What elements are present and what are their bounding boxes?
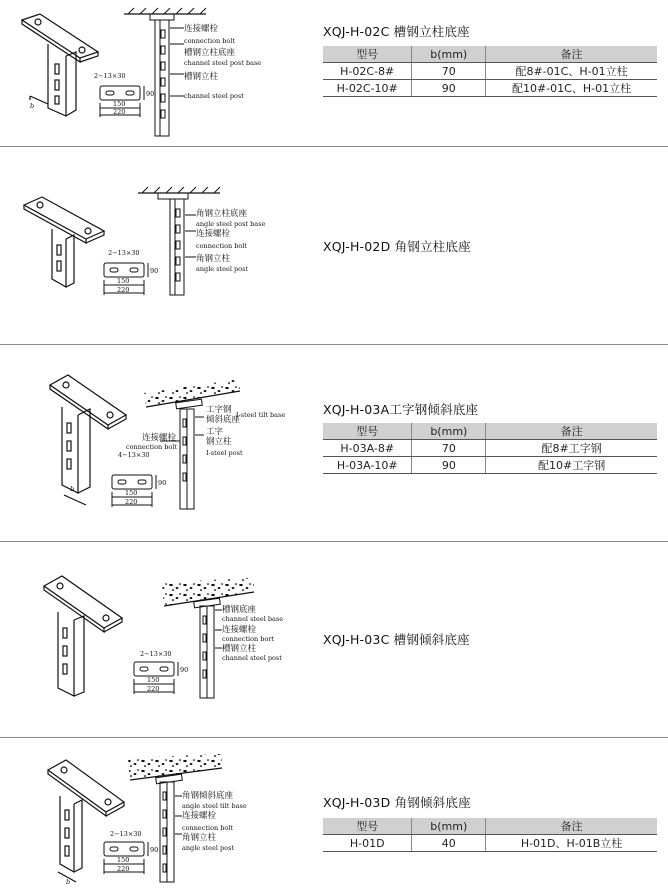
cell-b: 90 (412, 80, 486, 97)
dim-90: 90 (180, 666, 189, 674)
bolt-en: connection bolt (184, 37, 236, 45)
base-en: angle steel post base (196, 220, 266, 228)
dim-150: 150 (147, 676, 160, 684)
base-en: I-steel tilt base (236, 411, 286, 419)
dim-220: 220 (147, 685, 160, 693)
cell-b: 40 (412, 835, 486, 852)
base-en: channel steel post base (184, 59, 262, 67)
hole-spec: 2−13×30 (110, 830, 142, 838)
drawing-angle-post-base (0, 147, 310, 344)
base-en: angle steel tilt base (182, 802, 247, 810)
dim-90: 90 (150, 267, 159, 275)
col-b: b(mm) (412, 423, 486, 440)
post-en: angle steel post (196, 265, 249, 273)
cell-note: H-01D、H-01B立柱 (486, 835, 657, 852)
dim-150: 150 (117, 856, 130, 864)
cell-model: H-01D (323, 835, 412, 852)
dim-b-label: b (70, 485, 75, 493)
spec-table (323, 423, 657, 474)
bolt-cn: 连接螺栓 (184, 24, 219, 34)
dim-220: 220 (113, 108, 126, 116)
hole-spec: 2−13×30 (94, 72, 126, 80)
drawing-angle-tilt-base (0, 738, 310, 893)
product-title: XQJ-H-02C 槽钢立柱底座 (323, 24, 470, 39)
base-cn-1: 工字钢 (206, 405, 232, 415)
col-model: 型号 (323, 423, 412, 440)
post-cn: 角钢立柱 (196, 254, 231, 264)
bolt-en: connection bolt (126, 443, 178, 451)
cell-b: 70 (412, 440, 486, 457)
table-row (323, 835, 657, 852)
col-b: b(mm) (412, 818, 486, 835)
dim-b-label: b (30, 102, 35, 110)
dim-90: 90 (150, 846, 159, 854)
table-header-row (323, 423, 657, 440)
dim-150: 150 (125, 489, 138, 497)
base-cn: 角钢倾斜底座 (182, 791, 234, 801)
bolt-cn: 连接螺栓 (196, 229, 231, 239)
product-title: XQJ-H-03D 角钢倾斜底座 (323, 795, 471, 810)
dim-b-label: b (66, 878, 71, 886)
table-row (323, 440, 657, 457)
hole-spec: 2−13×30 (140, 650, 172, 658)
table-header-row (323, 818, 657, 835)
post-cn-2: 钢立柱 (206, 437, 232, 447)
product-title: XQJ-H-02D 角钢立柱底座 (323, 239, 471, 254)
section-xqj-h-02d (0, 147, 668, 344)
col-model: 型号 (323, 46, 412, 63)
cell-note: 配10#-01C、H-01立柱 (486, 80, 657, 97)
cell-model: H-02C-8# (323, 63, 412, 80)
hole-spec: 2−13×30 (108, 249, 140, 257)
post-cn: 槽钢立柱 (184, 72, 219, 82)
product-title: XQJ-H-03A工字钢倾斜底座 (323, 402, 479, 417)
bolt-en: connection bolt (196, 242, 248, 250)
table-header-row (323, 46, 657, 63)
col-note: 备注 (486, 46, 657, 63)
drawing-i-steel-tilt-base (0, 345, 310, 541)
dim-220: 220 (117, 286, 130, 294)
drawing-channel-post-base (0, 0, 310, 146)
table-row (323, 457, 657, 474)
col-note: 备注 (486, 818, 657, 835)
product-title: XQJ-H-03C 槽钢倾斜底座 (323, 632, 470, 647)
cell-b: 90 (412, 457, 486, 474)
table-row (323, 63, 657, 80)
cell-note: 配8#-01C、H-01立柱 (486, 63, 657, 80)
dim-220: 220 (125, 498, 138, 506)
dim-150: 150 (113, 100, 126, 108)
cell-b: 70 (412, 63, 486, 80)
spec-table (323, 818, 657, 852)
base-cn: 槽钢底座 (222, 605, 257, 615)
drawing-channel-tilt-base (0, 542, 310, 737)
post-en: angle steel post (182, 844, 235, 852)
table-row (323, 80, 657, 97)
post-cn: 槽钢立柱 (222, 644, 257, 654)
post-cn-1: 工字 (206, 427, 224, 437)
dim-150: 150 (117, 277, 130, 285)
section-xqj-h-03d (0, 738, 668, 893)
base-cn-2: 倾斜底座 (206, 415, 241, 425)
cell-note: 配10#工字钢 (486, 457, 657, 474)
base-en: channel steel base (222, 615, 284, 623)
bolt-cn: 连接螺栓 (222, 625, 257, 635)
section-xqj-h-02c (0, 0, 668, 146)
post-en: channel steel post (184, 92, 244, 100)
cell-note: 配8#工字钢 (486, 440, 657, 457)
section-xqj-h-03a (0, 345, 668, 541)
cell-model: H-03A-10# (323, 457, 412, 474)
spec-table (323, 46, 657, 97)
post-en: channel steel post (222, 654, 282, 662)
cell-model: H-02C-10# (323, 80, 412, 97)
col-note: 备注 (486, 423, 657, 440)
base-cn: 角钢立柱底座 (196, 209, 248, 219)
dim-220: 220 (117, 865, 130, 873)
dim-90: 90 (158, 479, 167, 487)
bolt-cn: 连接螺栓 (182, 811, 217, 821)
base-cn: 槽钢立柱底座 (184, 48, 236, 58)
bolt-cn: 连接螺栓 (142, 433, 177, 443)
cell-model: H-03A-8# (323, 440, 412, 457)
hole-spec: 4−13×30 (118, 451, 150, 459)
dim-90: 90 (146, 90, 155, 98)
post-en: I-steel post (206, 449, 243, 457)
col-b: b(mm) (412, 46, 486, 63)
bolt-en: connection bort (222, 635, 275, 643)
post-cn: 角钢立柱 (182, 833, 217, 843)
section-xqj-h-03c (0, 542, 668, 737)
bolt-en: connection bolt (182, 824, 234, 832)
col-model: 型号 (323, 818, 412, 835)
